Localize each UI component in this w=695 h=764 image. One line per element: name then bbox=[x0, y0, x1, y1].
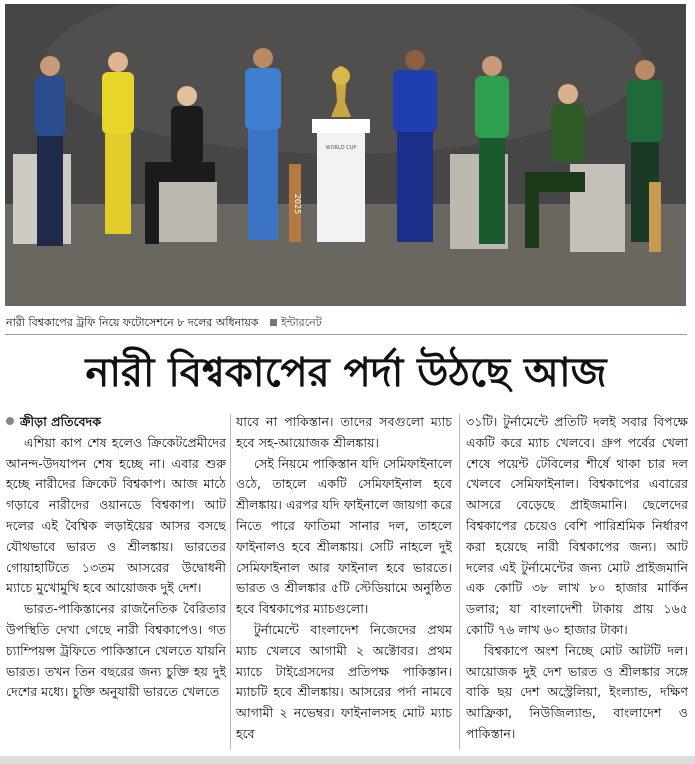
photo-illustration bbox=[5, 4, 686, 306]
column-1 bbox=[6, 412, 226, 752]
player-australia bbox=[102, 52, 134, 234]
photo-caption bbox=[6, 313, 686, 333]
paragraph: যাবে না পাকিস্তান। তাদের সবগুলো ম্যাচ হবে সহ-আয়োজক শ্রীলঙ্কায়। bbox=[236, 414, 452, 450]
bullet-icon bbox=[6, 417, 14, 425]
paragraph: ৩১টি। টুর্নামেন্টে প্রতিটি দলই সবার বিপক্ষে একটি করে ম্যাচ খেলবে। গ্রুপ পর্বের খেলা শেষে পয়েন্ট টেবিলের শীর্ষে থাকা চার দল খেলবে সেমিফাইনাল। বিশ্বকাপের এবারের আসরে বেড়েছে প্রাইজমানি। ছেলেদের বিশ্বকাপের চেয়েও বেশি পারিশ্রমিক নির্ধারণ করা হয়েছে নারী বিশ্বকাপের জন্য। আট দলের এই টুর্নামেন্টের জন্য মোট প্রাইজমানি এক কোটি ৩৮ লাখ ৮০ হাজার মার্কিন ডলার; যা বাংলাদেশী টাকায় প্রায় ১৬৫ কোটি ৭৬ লাখ ৬০ হাজার টাকা। bbox=[466, 414, 688, 637]
player-pakistan bbox=[475, 56, 509, 244]
column-divider bbox=[230, 414, 231, 750]
paragraph: টুর্নামেন্টে বাংলাদেশ নিজেদের প্রথম ম্যাচ খেলবে আগামী ২ অক্টোবর। প্রথম ম্যাচে টাইগ্রেসদের প্রতিপক্ষ পাকিস্তান। ম্যাচটি হবে শ্রীলঙ্কায়। আসরের পর্দা নামবে আগামী ২ নভেম্বর। ফাইনালসহ মোট ম্যাচ হবে bbox=[236, 621, 452, 741]
column-divider bbox=[459, 414, 460, 750]
credit-square-icon bbox=[270, 319, 277, 326]
player-bangladesh bbox=[627, 60, 663, 252]
headline: নারী বিশ্বকাপের পর্দা উঠছে আজ bbox=[85, 350, 607, 396]
column-3 bbox=[466, 412, 688, 752]
page-bottom-edge bbox=[0, 756, 695, 764]
byline: ক্রীড়া প্রতিবেদক bbox=[6, 412, 226, 433]
bat-year-text: 2025 bbox=[293, 193, 302, 215]
caption-text: নারী বিশ্বকাপের ট্রফি নিয়ে ফটোসেশনে ৮ দলের অধিনায়ক bbox=[6, 316, 259, 329]
paragraph: ভারত-পাকিস্তানের রাজনৈতিক বৈরিতার উপস্থিতি দেখা গেছে নারী বিশ্বকাপেও। গত চ্যাম্পিয়ন্স ট্রফিতে পাকিস্তানে খেলতে যায়নি ভারত। তখন তিন বছরের জন্য চুক্তি হয় দুই দেশের মধ্যে। চুক্তি অনুযায়ী ভারতে খেলতে bbox=[6, 601, 226, 700]
team-captains-photo bbox=[5, 4, 686, 306]
photo-credit: ইন্টারনেট bbox=[270, 316, 322, 329]
player-england bbox=[35, 56, 65, 246]
column-2 bbox=[236, 412, 452, 752]
divider-top bbox=[5, 334, 687, 335]
paragraph: এশিয়া কাপ শেষ হলেও ক্রিকেটপ্রেমীদের আনন্দ-উদযাপন শেষ হচ্ছে না। এবার শুরু হচ্ছে নারীদের ক্রিকেট বিশ্বকাপ। আজ মাঠে গড়াবে নারীদের ওয়ানডে বিশ্বকাপ। আট দলের এই বৈশ্বিক লড়াইয়ের আসর বসছে যৌথভাবে ভারত ও শ্রীলঙ্কায়। ভারতের গোয়াহাটিতে ১৩তম আসরের উদ্বোধনী ম্যাচে মুখোমুখি হবে আয়োজক দুই দেশ। bbox=[6, 434, 226, 596]
player-sri-lanka bbox=[393, 50, 437, 242]
paragraph: সেই নিয়মে পাকিস্তান যদি সেমিফাইনালে ওঠে, তাহলে একটি সেমিফাইনাল হবে শ্রীলঙ্কায়। এরপর যদি ফাইনালে জায়গা করে নিতে পারে ফাতিমা সানার দল, তাহলে ফাইনালও হবে শ্রীলঙ্কায়। সেটি নাহলে দুই সেমিফাইনাল আর ফাইনাল হবে ভারতে। ভারত ও শ্রীলঙ্কার ৫টি স্টেডিয়ামে অনুষ্ঠিত হবে বিশ্বকাপের ম্যাচগুলো। bbox=[236, 455, 452, 617]
paragraph: বিশ্বকাপে অংশ নিচ্ছে মোট আটটি দল। আয়োজক দুই দেশ ভারত ও শ্রীলঙ্কার সঙ্গে বাকি ছয় দেশ অস্ট্রেলিয়া, ইংল্যান্ড, দক্ষিণ আফ্রিকা, নিউজিল্যান্ড, বাংলাদেশ ও পাকিস্তান। bbox=[466, 642, 688, 741]
trophy-stand-label: WORLD CUP bbox=[325, 145, 357, 151]
